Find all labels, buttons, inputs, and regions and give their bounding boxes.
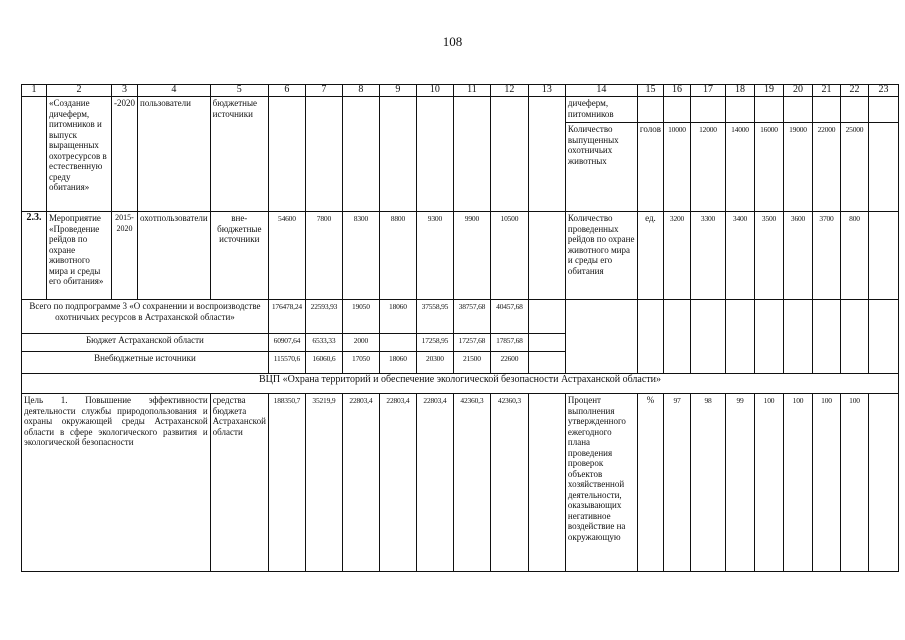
header-cell: 11 bbox=[453, 85, 490, 97]
unit: ед. bbox=[637, 212, 663, 300]
target-value: 99 bbox=[726, 394, 755, 572]
funding-value: 17050 bbox=[342, 352, 379, 374]
funding-value: 20300 bbox=[416, 352, 453, 374]
funding-value: 22803,4 bbox=[416, 394, 453, 572]
funding-value: 10500 bbox=[490, 212, 528, 300]
funding-value: 40457,68 bbox=[490, 300, 528, 334]
target-value: 12000 bbox=[691, 123, 726, 212]
header-cell: 3 bbox=[112, 85, 138, 97]
funding-value: 17857,68 bbox=[490, 334, 528, 352]
target-value: 100 bbox=[813, 394, 841, 572]
total-row bbox=[22, 300, 899, 334]
target-value: 3200 bbox=[664, 212, 691, 300]
funding-value: 38757,68 bbox=[453, 300, 490, 334]
target-value: 100 bbox=[755, 394, 784, 572]
funding-source: средства бюджета Астраханской области bbox=[210, 394, 268, 572]
target-value: 14000 bbox=[726, 123, 755, 212]
funding-value: 8300 bbox=[342, 212, 379, 300]
target-value: 22000 bbox=[813, 123, 841, 212]
target-value: 97 bbox=[664, 394, 691, 572]
funding-value: 18060 bbox=[379, 352, 416, 374]
unit: % bbox=[637, 394, 663, 572]
header-cell: 9 bbox=[379, 85, 416, 97]
funding-value: 9900 bbox=[453, 212, 490, 300]
target-value: 19000 bbox=[784, 123, 813, 212]
header-cell: 20 bbox=[784, 85, 813, 97]
header-cell: 6 bbox=[268, 85, 305, 97]
section-row bbox=[22, 374, 899, 394]
header-cell: 7 bbox=[305, 85, 342, 97]
header-cell: 10 bbox=[416, 85, 453, 97]
funding-value: 19050 bbox=[342, 300, 379, 334]
column-number-row bbox=[22, 85, 899, 97]
indicator-name: Количество проведенных рейдов по охране животного мира и среды его обитания bbox=[565, 212, 637, 300]
table-row bbox=[22, 394, 899, 572]
funding-value: 16060,6 bbox=[305, 352, 342, 374]
row-number bbox=[22, 97, 47, 212]
target-value: 3600 bbox=[784, 212, 813, 300]
measure-name: «Создание дичеферм, питомников и выпуск выращенных охотресурсов в естественную среду обитания» bbox=[47, 97, 112, 212]
page-number: 108 bbox=[442, 34, 463, 49]
funding-value: 176478,24 bbox=[268, 300, 305, 334]
funding-value: 7800 bbox=[305, 212, 342, 300]
header-cell: 16 bbox=[664, 85, 691, 97]
header-cell: 4 bbox=[138, 85, 211, 97]
funding-value: 17257,68 bbox=[453, 334, 490, 352]
header-cell: 2 bbox=[47, 85, 112, 97]
header-cell: 15 bbox=[637, 85, 663, 97]
header-cell: 22 bbox=[841, 85, 869, 97]
indicator-name: Количество выпущенных охотничьих животных bbox=[565, 123, 637, 212]
funding-value: 22600 bbox=[490, 352, 528, 374]
target-value: 3500 bbox=[755, 212, 784, 300]
funding-value: 22593,93 bbox=[305, 300, 342, 334]
header-cell: 23 bbox=[869, 85, 899, 97]
header-cell: 12 bbox=[490, 85, 528, 97]
header-cell: 19 bbox=[755, 85, 784, 97]
budget-label: Бюджет Астраханской области bbox=[22, 334, 269, 352]
target-value: 100 bbox=[841, 394, 869, 572]
target-value: 800 bbox=[841, 212, 869, 300]
funding-value: 37558,95 bbox=[416, 300, 453, 334]
funding-value: 60907,64 bbox=[268, 334, 305, 352]
target-value: 3300 bbox=[691, 212, 726, 300]
funding-value: 2000 bbox=[342, 334, 379, 352]
funding-value: 115570,6 bbox=[268, 352, 305, 374]
goal-text: Цель 1. Повышение эффективности деятельности службы природопользования и охраны окружающей среды Астраханской области в сфере экологического развития и экологической безопасности bbox=[22, 394, 211, 572]
funding-value: 18060 bbox=[379, 300, 416, 334]
funding-value: 35219,9 bbox=[305, 394, 342, 572]
unit: голов bbox=[637, 123, 663, 212]
target-value: 25000 bbox=[841, 123, 869, 212]
funding-value: 188350,7 bbox=[268, 394, 305, 572]
offbudget-label: Внебюджетные источники bbox=[22, 352, 269, 374]
funding-value: 6533,33 bbox=[305, 334, 342, 352]
target-value: 10000 bbox=[664, 123, 691, 212]
header-cell: 5 bbox=[210, 85, 268, 97]
funding-value: 17258,95 bbox=[416, 334, 453, 352]
target-value: 16000 bbox=[755, 123, 784, 212]
funding-value: 54600 bbox=[268, 212, 305, 300]
header-cell: 18 bbox=[726, 85, 755, 97]
funding-value: 42360,3 bbox=[453, 394, 490, 572]
header-cell: 13 bbox=[528, 85, 565, 97]
period: 2015-2020 bbox=[112, 212, 138, 300]
funding-value: 22803,4 bbox=[379, 394, 416, 572]
funding-value: 21500 bbox=[453, 352, 490, 374]
header-cell: 14 bbox=[565, 85, 637, 97]
section-title: ВЦП «Охрана территорий и обеспечение экологической безопасности Астраханской области» bbox=[22, 374, 899, 394]
period: -2020 bbox=[112, 97, 138, 212]
funding-value: 9300 bbox=[416, 212, 453, 300]
header-cell: 21 bbox=[813, 85, 841, 97]
funding-value bbox=[379, 334, 416, 352]
header-cell: 8 bbox=[342, 85, 379, 97]
funding-source: бюджетные источники bbox=[210, 97, 268, 212]
target-value: 3700 bbox=[813, 212, 841, 300]
table-row bbox=[22, 212, 899, 300]
header-cell: 1 bbox=[22, 85, 47, 97]
measure-name: Мероприятие «Проведение рейдов по охране животного мира и среды его обитания» bbox=[47, 212, 112, 300]
indicator-name: Процент выполнения утвержденного ежегодного плана проведения проверок объектов хозяйственной деятельности, оказывающих негативное воздействие на окружающую bbox=[565, 394, 637, 572]
header-cell: 17 bbox=[691, 85, 726, 97]
target-value: 3400 bbox=[726, 212, 755, 300]
executor: охотпользователи bbox=[138, 212, 211, 300]
funding-value: 42360,3 bbox=[490, 394, 528, 572]
executor: пользователи bbox=[138, 97, 211, 212]
indicator-name: дичеферм, питомников bbox=[565, 97, 637, 123]
table-row bbox=[22, 97, 899, 123]
funding-value: 8800 bbox=[379, 212, 416, 300]
program-table bbox=[21, 84, 899, 572]
funding-source: вне-бюджетные источники bbox=[210, 212, 268, 300]
target-value: 100 bbox=[784, 394, 813, 572]
row-number: 2.3. bbox=[22, 212, 47, 300]
total-label: Всего по подпрограмме 3 «О сохранении и воспроизводстве охотничьих ресурсов в Астраханской области» bbox=[22, 300, 269, 334]
funding-value: 22803,4 bbox=[342, 394, 379, 572]
target-value: 98 bbox=[691, 394, 726, 572]
